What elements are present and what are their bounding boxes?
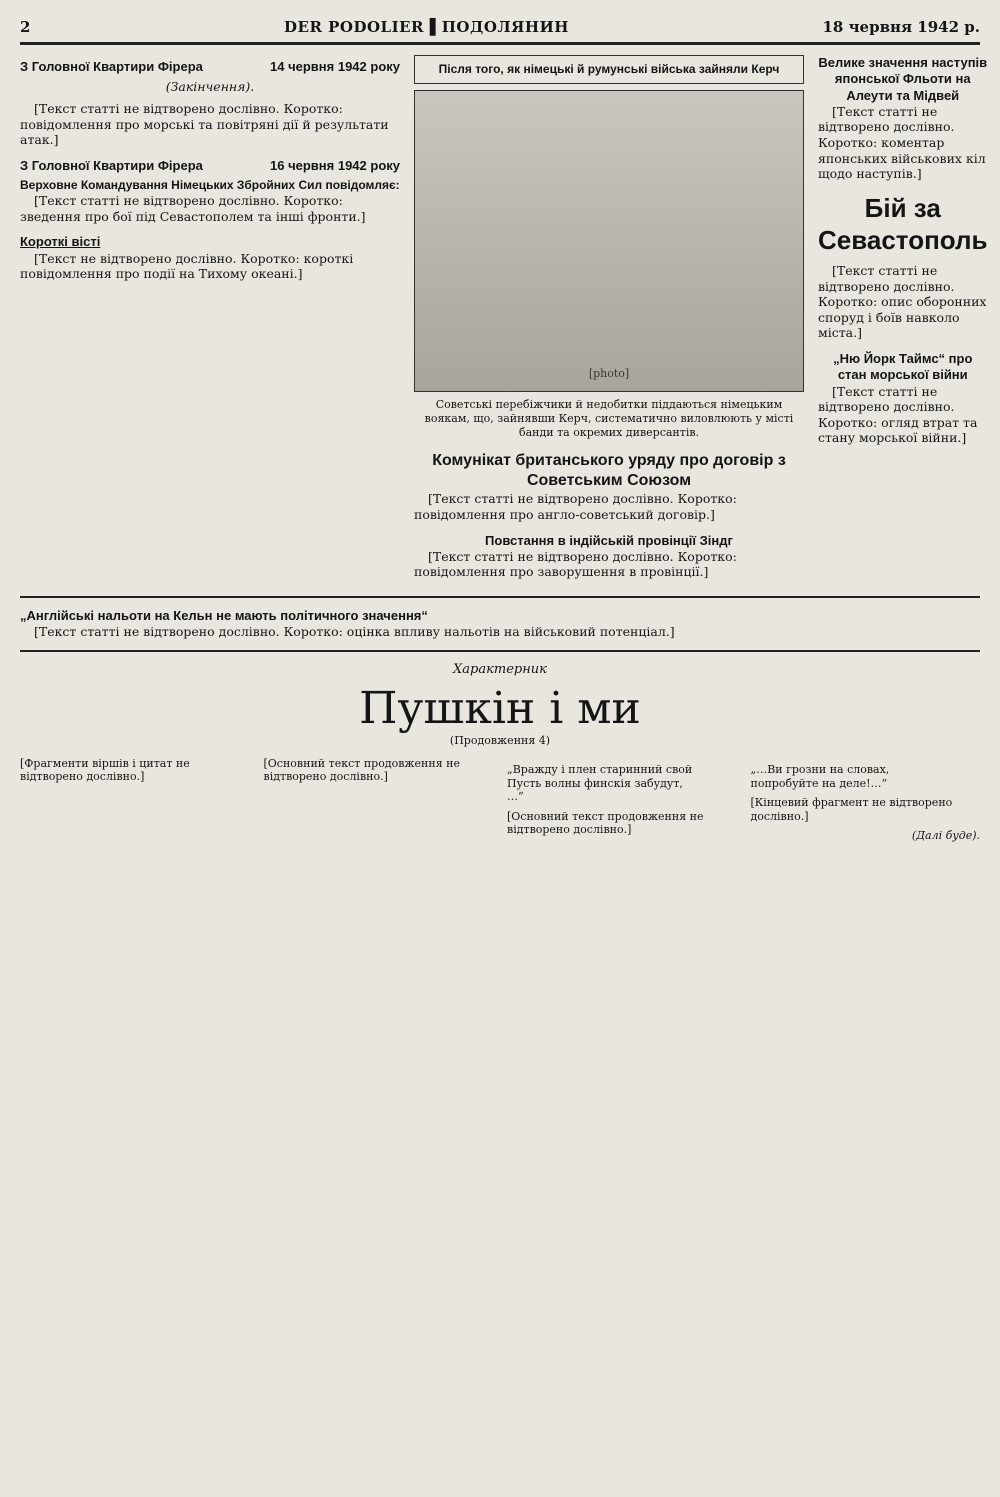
pushkin-columns	[20, 757, 980, 842]
communique-title: Комунікат британського уряду про договір з Советським Союзом	[432, 452, 786, 490]
communique-body: [Текст статті не відтворено дослівно. Коротко: повідомлення про англо-советський договір.]	[414, 491, 737, 522]
short-news-body: [Текст не відтворено дослівно. Коротко: короткі повідомлення про події на Тихому океані.]	[20, 250, 354, 282]
pushkin-col-4	[751, 757, 981, 842]
article-1-subtitle: (Закінчення).	[165, 79, 255, 95]
section-divider	[20, 596, 980, 598]
article-1-body: [Текст статті не відтворено дослівно. Коротко: повідомлення про морські та повітряні дії й результати атак.]	[20, 100, 389, 148]
sevastopol-body: [Текст статті не відтворено дослівно. Коротко: опис оборонних споруд і боїв навколо міста.]	[818, 262, 987, 341]
right-column	[818, 55, 988, 586]
article-2-lead: Верховне Командування Німецьких Збройних Сил повідомляє:	[20, 178, 400, 192]
pushkin-col-3	[507, 757, 737, 842]
article-2-date: 16 червня 1942 року	[270, 157, 400, 173]
short-news-title: Короткі вісті	[20, 234, 101, 250]
article-2-title: З Головної Квартири Фірера	[20, 157, 203, 173]
pushkin-col-2	[264, 757, 494, 842]
masthead	[20, 18, 980, 45]
photo-headline: Після того, як німецькі й румунські війська зайняли Керч	[414, 55, 804, 84]
sevastopol-title: Бій за Севастополь	[818, 192, 988, 256]
left-column	[20, 55, 400, 586]
nyt-title: „Ню Йорк Таймс“ про стан морської війни	[833, 351, 973, 383]
section-kicker: Характерник	[453, 661, 547, 677]
issue-date: 18 червня 1942 р.	[822, 18, 980, 36]
ending: (Далі буде).	[911, 828, 980, 842]
section-divider-2	[20, 650, 980, 652]
photo-placeholder: [photo]	[588, 367, 630, 381]
center-column	[414, 55, 804, 586]
section-title: Пушкін і ми	[359, 682, 641, 734]
snippet-1: „Вражду і плен старинний свой Пусть волны финскія забудут, …“	[507, 762, 693, 804]
article-2-body: [Текст статті не відтворено дослівно. Коротко: зведення про бої під Севастополем та інші фронти.]	[20, 193, 366, 224]
nyt-body: [Текст статті не відтворено дослівно. Коротко: огляд втрат та стану морської війни.]	[818, 383, 978, 446]
newspaper-title: DER PODOLIER ▌ПОДОЛЯНИН	[284, 18, 569, 36]
article-1-date: 14 червня 1942 року	[270, 59, 400, 74]
page-number: 2	[20, 18, 31, 36]
cologne-article	[20, 608, 980, 640]
article-1-title: З Головної Квартири Фірера	[20, 59, 203, 74]
col-3-note: [Основний текст продовження не відтворено дослівно.]	[507, 810, 704, 837]
pushkin-section	[20, 662, 980, 842]
continuation-label: (Продовження 4)	[449, 733, 551, 747]
india-body: [Текст статті не відтворено дослівно. Коротко: повідомлення про заворушення в провінції.]	[414, 548, 737, 580]
snippet-2: „…Ви грозни на словах, попробуйте на деле!…“	[750, 762, 890, 790]
cologne-title: „Англійські нальоти на Кельн не мають політичного значення“	[20, 608, 428, 623]
col-2-note: [Основний текст продовження не відтворено дослівно.]	[263, 756, 460, 784]
news-photo	[414, 90, 804, 392]
cologne-body: [Текст статті не відтворено дослівно. Коротко: оцінка впливу нальотів на військовий потенціал.]	[34, 624, 675, 640]
india-title: Повстання в індійській провінції Зіндг	[485, 532, 733, 548]
pushkin-col-1	[20, 757, 250, 842]
photo-caption: Советські перебіжчики й недобитки піддаються німецьким воякам, що, зайнявши Керч, систематично виловлюють у місті банди та окремих диверсантів.	[424, 398, 794, 439]
col-4-note: [Кінцевий фрагмент не відтворено дослівно.]	[750, 796, 953, 823]
top-section	[20, 55, 988, 586]
japan-body: [Текст статті не відтворено дослівно. Коротко: коментар японських військових кіл щодо наступів.]	[818, 103, 986, 182]
col-1-note: [Фрагменти віршів і цитат не відтворено дослівно.]	[20, 756, 190, 784]
japan-title: Велике значення наступів японської Фльоти на Алеути та Мідвей	[818, 55, 988, 103]
